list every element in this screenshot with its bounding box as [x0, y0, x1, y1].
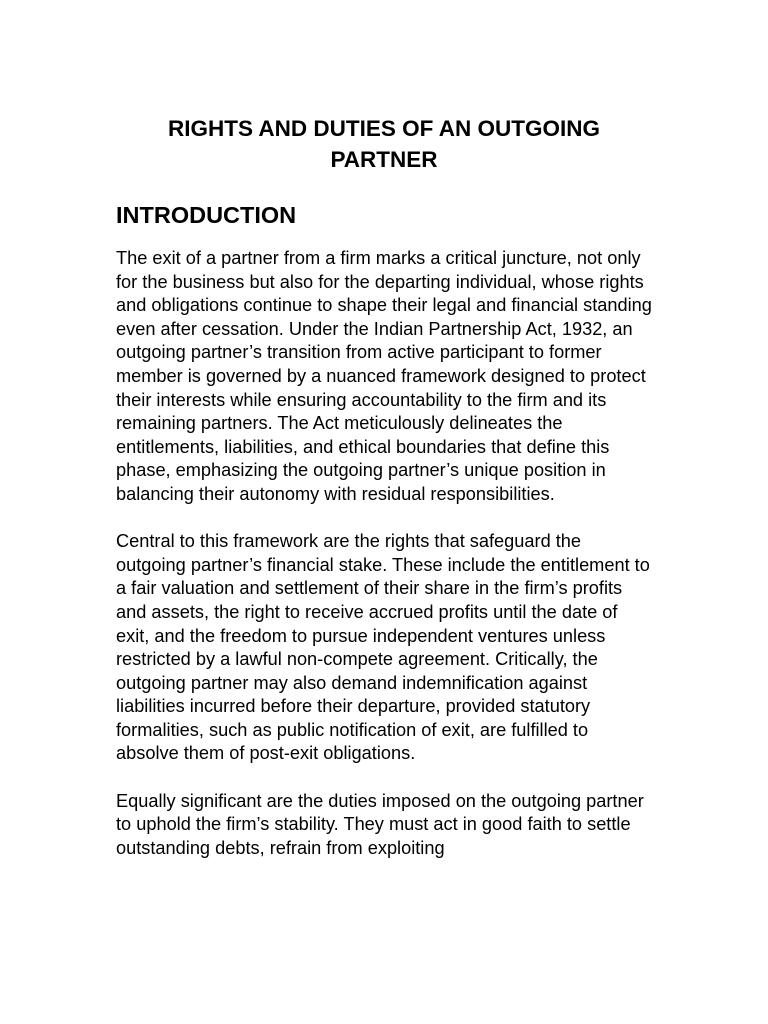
paragraph-1: The exit of a partner from a firm marks a critical juncture, not only for the business but also for the departing individual, whose rights and obligations continue to shape their legal and financial standing even after cessation. Under the Indian Partnership Act, 1932, an outgoing partner’s transition from active participant to former member is governed by a nuanced framework designed to protect their interests while ensuring accountability to the firm and its remaining partners. The Act meticulously delineates the entitlements, liabilities, and ethical boundaries that define this phase, emphasizing the outgoing partner’s unique position in balancing their autonomy with residual responsibilities. [116, 248, 652, 504]
paragraph-3: Equally significant are the duties imposed on the outgoing partner to uphold the firm’s stability. They must act in good faith to settle outstanding debts, refrain from exploiting [116, 790, 644, 858]
section-heading-introduction: INTRODUCTION [116, 202, 297, 228]
paragraph-2: Central to this framework are the rights that safeguard the outgoing partner’s financial stake. These include the entitlement to a fair valuation and settlement of their share in the firm’s profits and assets, the right to receive accrued profits until the date of exit, and the freedom to pursue independent ventures unless restricted by a lawful non-compete agreement. Critically, the outgoing partner may also demand indemnification against liabilities incurred before their departure, provided statutory formalities, such as public notification of exit, are fulfilled to absolve them of post-exit obligations. [116, 531, 650, 764]
document-title: RIGHTS AND DUTIES OF AN OUTGOING PARTNER [167, 116, 601, 172]
